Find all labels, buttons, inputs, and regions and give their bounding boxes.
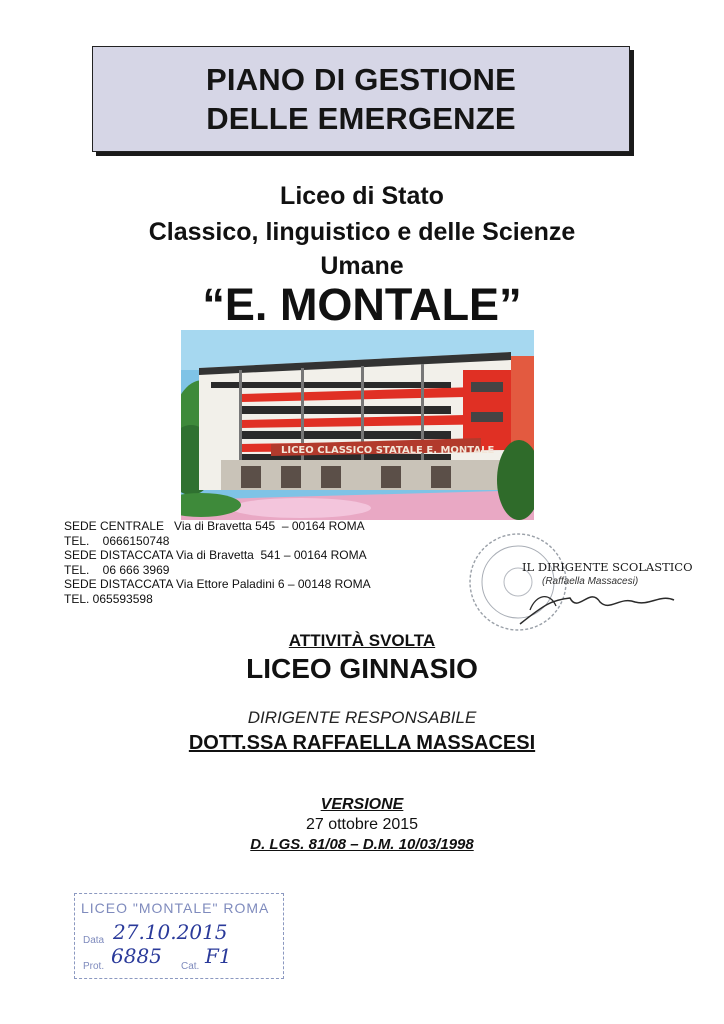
version-law: D. LGS. 81/08 – D.M. 10/03/1998 <box>250 836 474 853</box>
document-title-box <box>92 46 630 152</box>
school-type-line3: Umane <box>320 252 404 280</box>
official-stamp <box>460 522 693 642</box>
document-title-line1: PIANO DI GESTIONE <box>206 62 516 97</box>
protocol-number-label: Prot. <box>83 961 105 972</box>
protocol-number-value: 6885 <box>111 944 162 968</box>
director-label: DIRIGENTE RESPONSABILE <box>247 708 477 727</box>
address-line: SEDE DISTACCATA Via di Bravetta 541 – 00164 ROMA <box>64 548 367 563</box>
school-addresses <box>64 519 371 607</box>
protocol-date-value: 27.10.2015 <box>113 920 228 944</box>
protocol-header: LICEO "MONTALE" ROMA <box>81 900 270 916</box>
school-building-photo <box>181 330 534 520</box>
protocol-category-label: Cat. <box>181 961 200 972</box>
school-type-line2: Classico, linguistico e delle Scienze <box>148 218 576 246</box>
school-type-line1: Liceo di Stato <box>280 182 444 210</box>
protocol-stamp <box>74 893 284 979</box>
address-line: SEDE DISTACCATA Via Ettore Paladini 6 – 00148 ROMA <box>64 577 371 592</box>
stamp-name: (Raffaella Massacesi) <box>542 576 639 587</box>
document-title-line2: DELLE EMERGENZE <box>206 101 516 136</box>
address-line: TEL. 06 666 3969 <box>64 562 170 577</box>
activity-value: LICEO GINNASIO <box>246 653 478 684</box>
address-line: TEL. 0666150748 <box>64 533 170 548</box>
stamp-role: IL DIRIGENTE SCOLASTICO <box>522 560 693 574</box>
address-line: SEDE CENTRALE Via di Bravetta 545 – 00164 ROMA <box>64 519 365 533</box>
director-name: DOTT.SSA RAFFAELLA MASSACESI <box>188 732 536 754</box>
school-name: “E. MONTALE” <box>202 279 522 330</box>
activity-label: ATTIVITÀ SVOLTA <box>288 631 436 650</box>
version-date: 27 ottobre 2015 <box>305 816 419 833</box>
building-sign-text: LICEO CLASSICO STATALE E. MONTALE <box>281 445 495 456</box>
address-line: TEL. 065593598 <box>64 591 153 606</box>
protocol-category-value: F1 <box>205 944 232 968</box>
version-label: VERSIONE <box>320 796 404 813</box>
protocol-date-label: Data <box>83 935 105 946</box>
